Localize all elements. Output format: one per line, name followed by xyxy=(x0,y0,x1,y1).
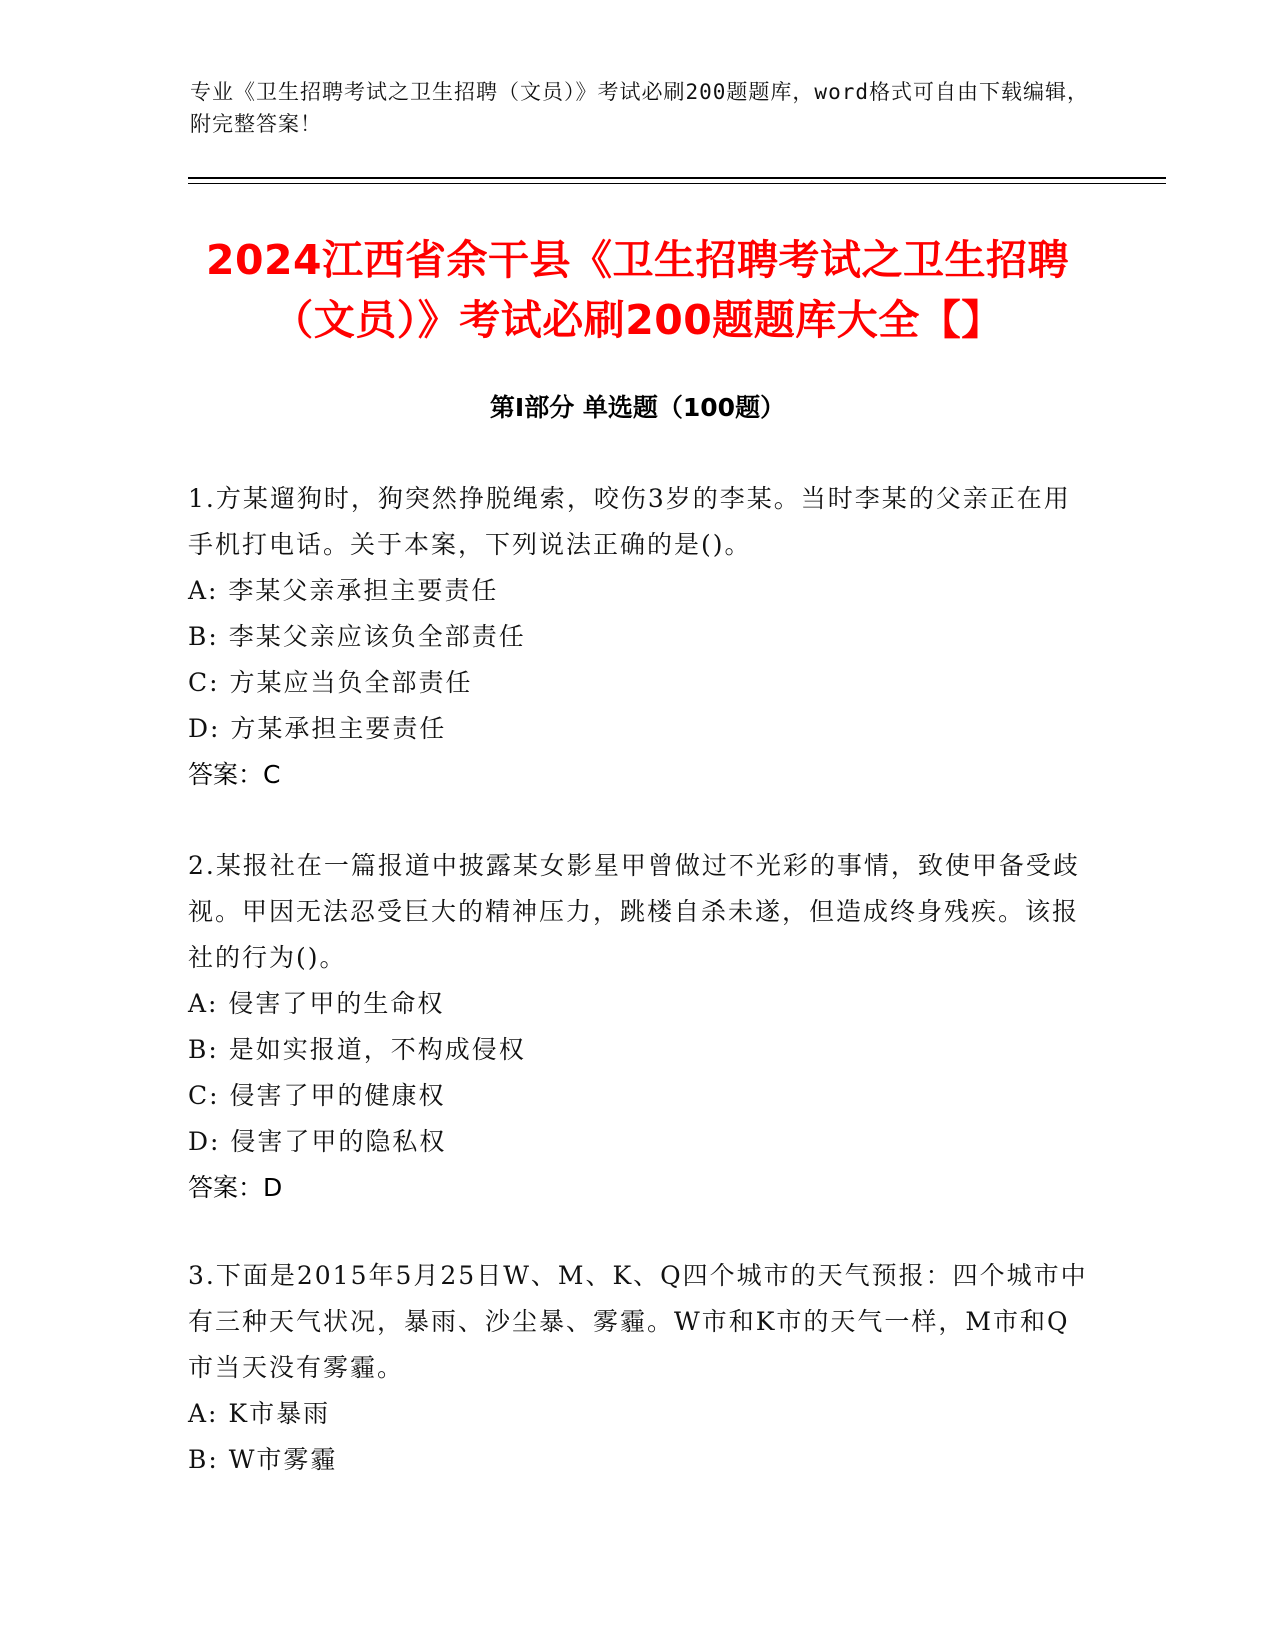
option-b: B: W市雾霾 xyxy=(188,1445,338,1474)
option-b: B: 李某父亲应该负全部责任 xyxy=(188,622,526,651)
option-a: A: 侵害了甲的生命权 xyxy=(188,989,445,1018)
option-d: D: 侵害了甲的隐私权 xyxy=(188,1127,447,1156)
option-a: A: K市暴雨 xyxy=(188,1399,331,1428)
question-3 xyxy=(188,1253,1088,1483)
option-c: C: 侵害了甲的健康权 xyxy=(188,1081,446,1110)
answer: 答案：D xyxy=(188,1173,283,1202)
option-c: C: 方某应当负全部责任 xyxy=(188,668,473,697)
answer: 答案：C xyxy=(188,760,281,789)
header-divider-thick xyxy=(188,177,1166,179)
option-a: A: 李某父亲承担主要责任 xyxy=(188,576,499,605)
question-2 xyxy=(188,843,1088,1211)
option-b: B: 是如实报道，不构成侵权 xyxy=(188,1035,526,1064)
question-stem: 1.方某遛狗时，狗突然挣脱绳索，咬伤3岁的李某。当时李某的父亲正在用手机打电话。关于本案，下列说法正确的是()。 xyxy=(188,484,1071,559)
header-note: 专业《卫生招聘考试之卫生招聘（文员）》考试必刷200题题库，word格式可自由下载编辑，附完整答案！ xyxy=(190,80,1089,136)
section-heading: 第Ⅰ部分 单选题（100题） xyxy=(489,393,786,422)
question-stem: 3.下面是2015年5月25日W、M、K、Q四个城市的天气预报：四个城市中有三种天气状况，暴雨、沙尘暴、雾霾。W市和K市的天气一样，M市和Q市当天没有雾霾。 xyxy=(188,1261,1088,1382)
header-divider-thin xyxy=(188,183,1166,184)
option-d: D: 方某承担主要责任 xyxy=(188,714,447,743)
question-1 xyxy=(188,476,1088,798)
document-title: 2024江西省余干县《卫生招聘考试之卫生招聘（文员）》考试必刷200题题库大全【】 xyxy=(205,236,1070,344)
question-stem: 2.某报社在一篇报道中披露某女影星甲曾做过不光彩的事情，致使甲备受歧视。甲因无法忍受巨大的精神压力，跳楼自杀未遂，但造成终身残疾。该报社的行为()。 xyxy=(188,851,1080,972)
